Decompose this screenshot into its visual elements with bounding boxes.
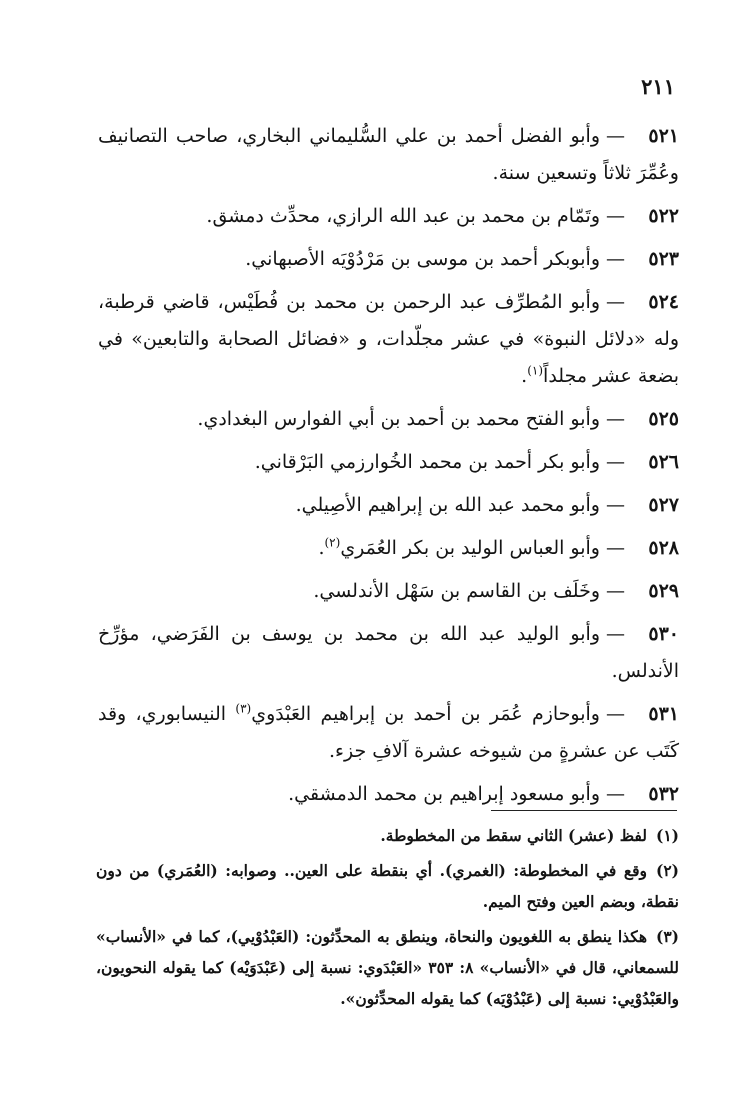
footnote-marker: (٢)	[324, 535, 341, 550]
entry-text: وأبو بكر أحمد بن محمد الخُوارزمي البَرْقاني.	[254, 451, 600, 473]
footnote-text: وقع في المخطوطة: (الغمري). أي بنقطة على العين.. وصوابه: (العُمَري) من دون نقطة، وبضم العين وفتح الميم.	[96, 861, 679, 911]
entry-text-after: النيسابوري، وقد كَتَب عن عشرةٍ من شيوخه عشرة آلافِ جزء.	[98, 703, 679, 762]
entry-dash: —	[606, 580, 625, 602]
entry-dash: —	[606, 291, 625, 313]
entry-number: ٥٢١	[648, 125, 679, 147]
entry-number: ٥٢٢	[648, 205, 679, 227]
footnotes-list	[96, 820, 679, 1018]
footnote-number: (٣)	[655, 927, 679, 946]
entry-text-after: .	[521, 365, 528, 387]
footnote-text: لفظ (عشر) الثاني سقط من المخطوطة.	[380, 826, 647, 845]
entry-number: ٥٢٥	[648, 408, 679, 430]
entry-text: وأبو الوليد عبد الله بن محمد بن يوسف بن الفَرَضي، مؤرِّخ الأندلس.	[98, 623, 679, 682]
entry-item	[98, 616, 679, 690]
entry-dash: —	[606, 205, 625, 227]
entry-dash: —	[606, 623, 625, 645]
entry-dash: —	[606, 703, 625, 725]
footnote-text: هكذا ينطق به اللغويون والنحاة، وينطق به المحدِّثون: (العَبْدُوْيي)، كما في «الأنساب» للسمعاني، قال في «الأنساب» ٨: ٣٥٣ «العَبْدَوي: نسبة إلى (عَبْدَوَيْه) كما يقوله النحويون، والعَبْدُوْيي: نسبة إلى (عَبْدُوْيَه) كما يقوله المحدِّثون».	[96, 927, 680, 1008]
entry-dash: —	[606, 248, 625, 270]
entry-number: ٥٢٤	[648, 291, 679, 313]
entry-text: وأبو المُطرِّف عبد الرحمن بن محمد بن فُطَيْس، قاضي قرطبة، وله «دلائل النبوة» في عشر مجلّدات، و «فضائل الصحابة والتابعين» في بضعة عشر مجلداً	[98, 291, 679, 387]
entry-item	[98, 530, 679, 567]
footnote-rule	[491, 810, 677, 811]
footnote-item	[96, 820, 679, 851]
entry-item	[98, 487, 679, 524]
entry-item	[98, 696, 679, 770]
entry-dash: —	[606, 408, 625, 430]
entry-text: وخَلَف بن القاسم بن سَهْل الأندلسي.	[313, 580, 600, 602]
entry-dash: —	[606, 125, 625, 147]
entry-item	[98, 118, 679, 192]
footnote-marker: (٣)	[235, 701, 252, 716]
entry-number: ٥٣١	[648, 703, 679, 725]
entry-text-after: .	[318, 537, 325, 559]
entry-dash: —	[606, 537, 625, 559]
entry-number: ٥٢٨	[648, 537, 679, 559]
entries-list	[98, 118, 679, 819]
entry-item	[98, 776, 679, 813]
footnote-number: (١)	[655, 826, 679, 845]
entry-number: ٥٢٩	[648, 580, 679, 602]
footnote-item	[96, 921, 679, 1014]
entry-text: وأبوحازم عُمَر بن أحمد بن إبراهيم العَبْدَوي	[251, 703, 600, 725]
entry-item	[98, 401, 679, 438]
entry-number: ٥٣٠	[648, 623, 679, 645]
entry-dash: —	[606, 451, 625, 473]
footnote-marker: (١)	[527, 363, 544, 378]
entry-dash: —	[606, 494, 625, 516]
footnote-item	[96, 855, 679, 917]
entry-number: ٥٢٧	[648, 494, 679, 516]
entry-text: وأبو الفتح محمد بن أحمد بن أبي الفوارس البغدادي.	[197, 408, 600, 430]
entry-number: ٥٢٣	[648, 248, 679, 270]
entry-text: وأبو محمد عبد الله بن إبراهيم الأصِيلي.	[295, 494, 600, 516]
entry-item	[98, 241, 679, 278]
page-number: ٢١١	[641, 74, 675, 99]
entry-item	[98, 573, 679, 610]
entry-text: وأبو مسعود إبراهيم بن محمد الدمشقي.	[288, 783, 600, 805]
entry-item	[98, 444, 679, 481]
entry-item	[98, 198, 679, 235]
entry-text: وأبو الفضل أحمد بن علي السُّليماني البخاري، صاحب التصانيف وعُمِّرَ ثلاثاً وتسعين سنة.	[98, 125, 679, 184]
entry-text: وتَمّام بن محمد بن عبد الله الرازي، محدِّث دمشق.	[206, 205, 600, 227]
entry-dash: —	[606, 783, 625, 805]
footnote-number: (٢)	[655, 861, 679, 880]
entry-text: وأبوبكر أحمد بن موسى بن مَرْدُوْيَه الأصبهاني.	[245, 248, 600, 270]
entry-item	[98, 284, 679, 395]
entry-number: ٥٢٦	[648, 451, 679, 473]
entry-number: ٥٣٢	[648, 783, 679, 805]
entry-text: وأبو العباس الوليد بن بكر العُمَري	[340, 537, 600, 559]
